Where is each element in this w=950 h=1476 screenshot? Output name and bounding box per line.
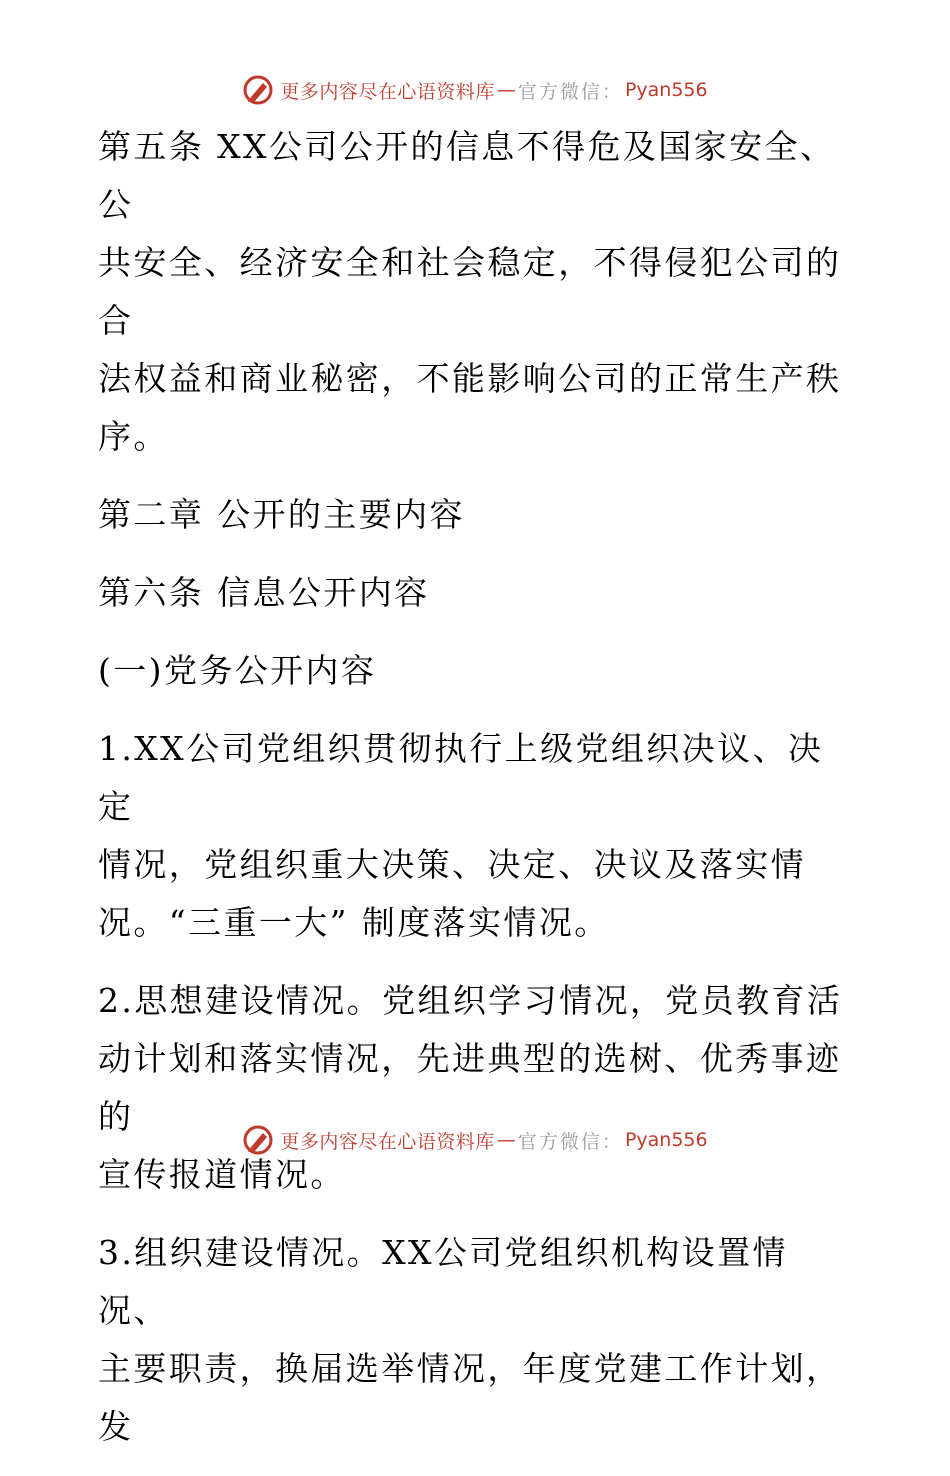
chapter-2-heading: 第二章 公开的主要内容 (98, 495, 465, 534)
watermark-sub-text: 官方微信： (517, 80, 623, 103)
header-watermark (0, 70, 950, 110)
footer-watermark (0, 1120, 950, 1160)
watermark-sub-text: 官方微信： (517, 1130, 623, 1153)
document-body (98, 118, 858, 1476)
section-1-heading: (一)党务公开内容 (98, 651, 377, 690)
watermark-main-text: 更多内容尽在心语资料库 (280, 1130, 495, 1153)
watermark-id: Pyan556 (624, 1129, 708, 1151)
pen-logo-icon (242, 1124, 274, 1156)
watermark-main-text: 更多内容尽在心语资料库 (280, 80, 495, 103)
watermark-dash: — (496, 79, 516, 101)
watermark-id: Pyan556 (624, 79, 708, 101)
watermark-dash: — (496, 1129, 516, 1151)
article-6-heading: 第六条 信息公开内容 (98, 573, 430, 612)
item-3-paragraph: 3.组织建设情况。XX公司党组织机构设置情况、 主要职责，换届选举情况，年度党建工作计划，发 (98, 1233, 842, 1446)
item-1-paragraph: 1.XX公司党组织贯彻执行上级党组织决议、决定 情况，党组织重大决策、决定、决议及落实情 况。“三重一大” 制度落实情况。 (98, 729, 824, 942)
item-2-paragraph: 2.思想建设情况。党组织学习情况，党员教育活 动计划和落实情况，先进典型的选树、优秀事迹的 宣传报道情况。 (98, 981, 843, 1194)
pen-logo-icon (242, 74, 274, 106)
article-5-paragraph: 第五条 XX公司公开的信息不得危及国家安全、公 共安全、经济安全和社会稳定，不得侵犯公司的合 法权益和商业秘密，不能影响公司的正常生产秩 序。 (98, 127, 842, 456)
